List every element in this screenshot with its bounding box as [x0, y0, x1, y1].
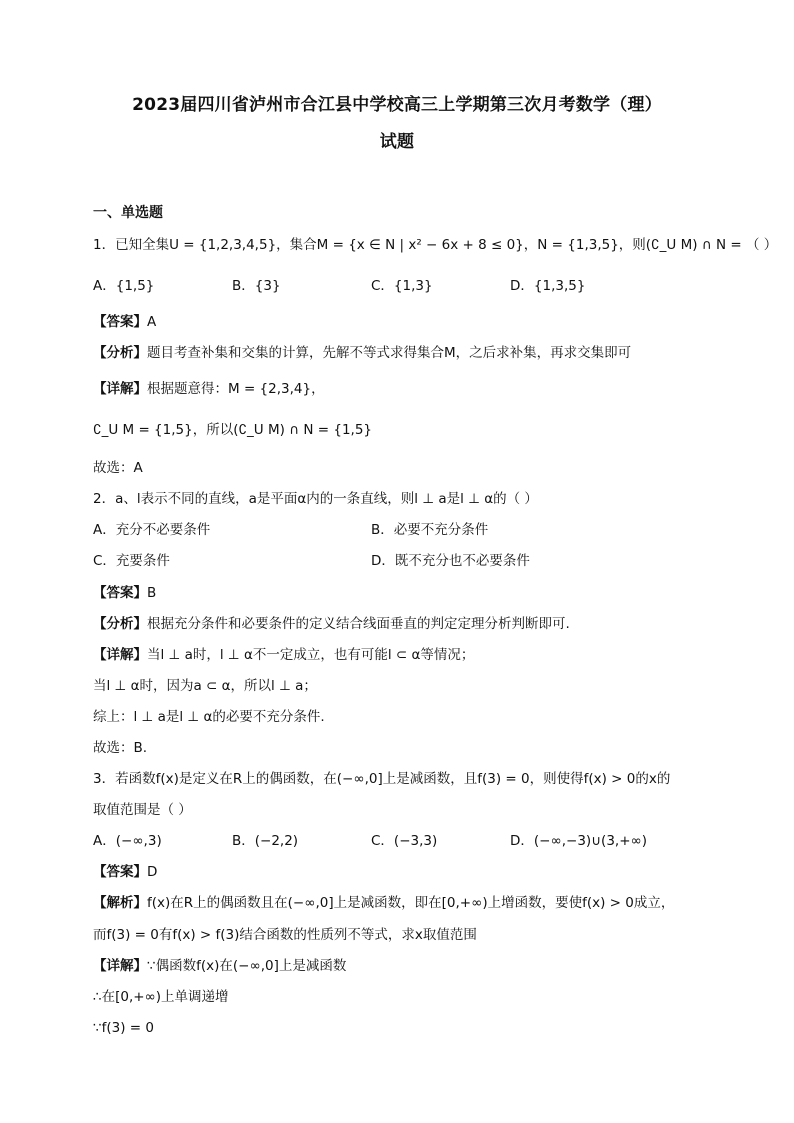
doc-title-line2: 试题 — [379, 132, 415, 152]
q1-stem: 1．已知全集U = {1,2,3,4,5}，集合M = {x ∈ N | x² − 6x + 8 ≤ 0}，N = {1,3,5}，则(∁_U M) ∩ N = （ ） — [93, 237, 778, 253]
q2-analysis-text: 根据充分条件和必要条件的定义结合线面垂直的判定定理分析判断即可. — [147, 616, 570, 632]
section-heading: 一、单选题 — [93, 205, 163, 221]
q3-analysis-text-1: f(x)在R上的偶函数且在(−∞,0]上是减函数，即在[0,+∞)上增函数，要使f(x) > 0成立， — [147, 895, 675, 911]
q1-option-c: C．{1,3} — [371, 278, 433, 294]
q1-analysis-text: 题目考查补集和交集的计算，先解不等式求得集合M，之后求补集，再求交集即可 — [147, 345, 632, 361]
q2-detail-2: 当l ⊥ α时，因为a ⊂ α，所以l ⊥ a； — [93, 678, 317, 694]
q3-detail-2: ∴在[0,+∞)上单调递增 — [93, 989, 229, 1005]
q2-stem: 2．a、l表示不同的直线，a是平面α内的一条直线，则l ⊥ a是l ⊥ α的（ ） — [93, 491, 538, 507]
q1-option-a: A．{1,5} — [93, 278, 155, 294]
q1-conclusion: 故选：A — [93, 460, 143, 476]
q3-stem-1: 3．若函数f(x)是定义在R上的偶函数，在(−∞,0]上是减函数，且f(3) = 0，则使得f(x) > 0的x的 — [93, 771, 671, 787]
q1-option-b: B．{3} — [232, 278, 281, 294]
q3-answer-value: D — [147, 864, 158, 880]
doc-title-line1: 2023届四川省泸州市合江县中学校高三上学期第三次月考数学（理） — [132, 95, 662, 115]
q1-analysis — [93, 344, 631, 362]
q3-detail-1 — [93, 957, 346, 975]
q3-stem-2: 取值范围是（ ） — [93, 802, 192, 818]
q2-option-c: C．充要条件 — [93, 553, 170, 569]
q2-option-d: D．既不充分也不必要条件 — [371, 553, 530, 569]
analysis-label: 【分析】 — [93, 616, 147, 632]
q3-option-b: B．(−2,2) — [232, 833, 299, 849]
q3-option-c: C．(−3,3) — [371, 833, 438, 849]
q3-analysis-2: 而f(3) = 0有f(x) > f(3)结合函数的性质列不等式，求x取值范围 — [93, 927, 477, 943]
q1-answer — [93, 313, 156, 331]
q1-detail-1 — [93, 380, 325, 398]
analysis2-label: 【解析】 — [93, 895, 147, 911]
q2-detail-3: 综上：l ⊥ a是l ⊥ α的必要不充分条件. — [93, 709, 325, 725]
q3-option-d: D．(−∞,−3)∪(3,+∞) — [510, 833, 648, 849]
answer-label: 【答案】 — [93, 864, 147, 880]
q2-analysis — [93, 615, 570, 633]
q3-analysis-1 — [93, 894, 674, 912]
q3-detail-text-1: ∵偶函数f(x)在(−∞,0]上是减函数 — [147, 958, 347, 974]
detail-label: 【详解】 — [93, 958, 147, 974]
answer-label: 【答案】 — [93, 314, 147, 330]
q3-answer — [93, 863, 157, 881]
q1-answer-value: A — [147, 314, 157, 330]
q1-detail-text-1: 根据题意得：M = {2,3,4}， — [147, 381, 325, 397]
q2-detail-text-1: 当l ⊥ a时，l ⊥ α不一定成立，也有可能l ⊂ α等情况； — [147, 647, 475, 663]
detail-label: 【详解】 — [93, 647, 147, 663]
q2-option-a: A．充分不必要条件 — [93, 522, 211, 538]
analysis-label: 【分析】 — [93, 345, 147, 361]
q2-answer — [93, 584, 156, 602]
answer-label: 【答案】 — [93, 585, 147, 601]
q2-conclusion: 故选：B. — [93, 740, 148, 756]
detail-label: 【详解】 — [93, 381, 147, 397]
q2-detail-1 — [93, 646, 474, 664]
q1-option-d: D．{1,3,5} — [510, 278, 586, 294]
q2-option-b: B．必要不充分条件 — [371, 522, 489, 538]
q3-option-a: A．(−∞,3) — [93, 833, 162, 849]
q1-detail-2: ∁_U M = {1,5}，所以(∁_U M) ∩ N = {1,5} — [93, 422, 372, 438]
q3-detail-3: ∵f(3) = 0 — [93, 1020, 154, 1036]
q2-answer-value: B — [147, 585, 157, 601]
